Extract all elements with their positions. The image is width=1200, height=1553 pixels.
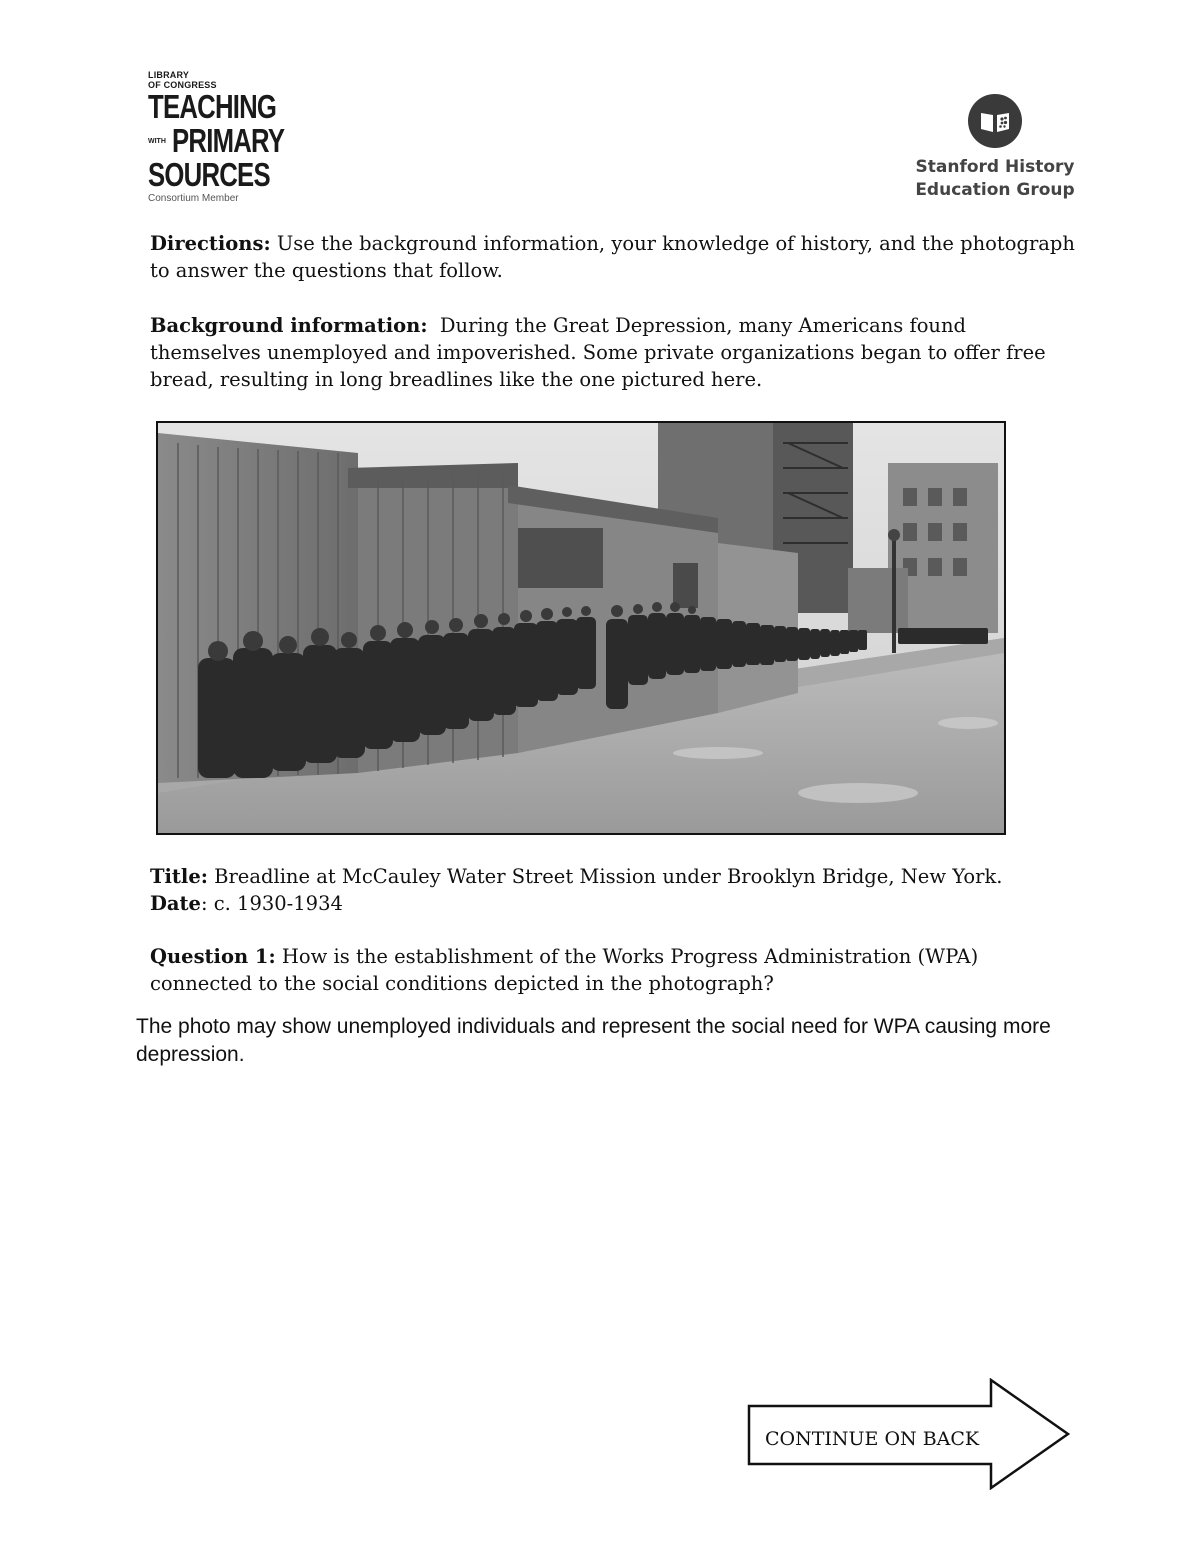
photo-caption (150, 863, 1080, 917)
background-text: During the Great Depression, many Americans found themselves unemployed and impoverished. Some private organizations began to offer free bread, resulting in long breadlines like the one pictured here. (150, 314, 1052, 391)
answer-text-field[interactable]: The photo may show unemployed individuals and represent the social need for WPA causing more depression. (136, 1015, 1051, 1066)
question-1 (150, 943, 1080, 997)
sheg-logo-line1: Stanford History (915, 157, 1075, 177)
directions-label: Directions: (150, 232, 271, 255)
directions-text: Use the background information, your knowledge of history, and the photograph to answer the questions that follow. (150, 232, 1075, 282)
loc-tps-logo (148, 70, 285, 206)
question-1-label: Question 1: (150, 945, 276, 968)
directions-paragraph (150, 230, 1080, 284)
caption-title-text: Breadline at McCauley Water Street Mission under Brooklyn Bridge, New York. (207, 865, 1003, 888)
loc-logo-teaching: TEACHING (148, 88, 277, 125)
sheg-logo-line2: Education Group (915, 180, 1075, 200)
continue-on-back-label: CONTINUE ON BACK (765, 1428, 980, 1450)
continue-on-back-arrow (747, 1378, 1072, 1490)
loc-logo-member: Consortium Member (148, 193, 239, 204)
loc-logo-primary: PRIMARY (171, 122, 285, 159)
loc-logo-sources: SOURCES (148, 156, 270, 193)
loc-logo-with: WITH (148, 137, 166, 145)
breadline-photograph (156, 421, 1006, 835)
loc-logo-line1: LIBRARY (148, 70, 190, 80)
sheg-logo (910, 94, 1080, 206)
caption-date-text: : c. 1930-1934 (200, 892, 343, 915)
question-1-text: How is the establishment of the Works Progress Administration (WPA) connected to the social conditions depicted in the photograph? (150, 945, 979, 995)
caption-title-line (150, 863, 1080, 890)
caption-title-label: Title: (150, 865, 208, 888)
open-book-icon (968, 94, 1022, 148)
loc-logo-line2: OF CONGRESS (148, 80, 217, 90)
caption-date-label: Date (150, 892, 201, 915)
background-paragraph (150, 312, 1080, 393)
background-label: Background information: (150, 314, 428, 337)
caption-date-line (150, 890, 1080, 917)
